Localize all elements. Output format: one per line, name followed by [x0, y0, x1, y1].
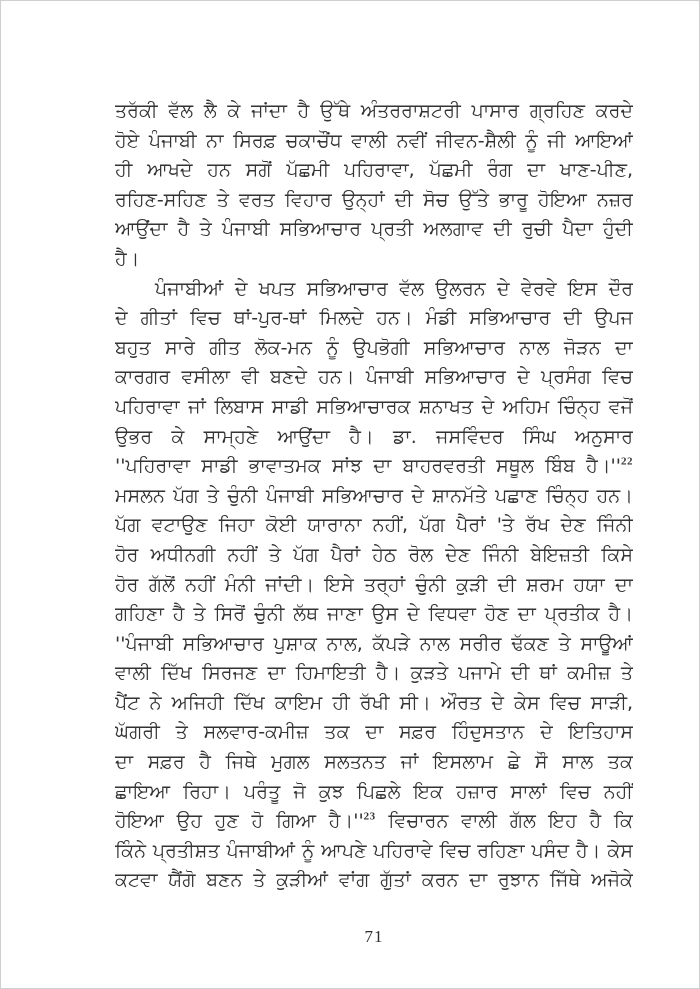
- page-number: 71: [364, 927, 384, 946]
- text-line: ''ਪੰਜਾਬੀ ਸਭਿਆਚਾਰ ਪੁਸ਼ਾਕ ਨਾਲ, ਕੱਪੜੇ ਨਾਲ ਸਰੀਰ ਢੱਕਣ ਤੇ ਸਾਊਆਂ: [115, 632, 633, 655]
- text-line: ਬਹੁਤ ਸਾਰੇ ਗੀਤ ਲੋਕ-ਮਨ ਨੂੰ ਉਪਭੋਗੀ ਸਭਿਆਚਾਰ ਨਾਲ ਜੋੜਨ ਦਾ: [115, 336, 633, 359]
- text-line: ਆਉਂਦਾ ਹੈ ਤੇ ਪੰਜਾਬੀ ਸਭਿਆਚਾਰ ਪ੍ਰਤੀ ਅਲਗਾਵ ਦੀ ਰੁਚੀ ਪੈਦਾ ਹੁੰਦੀ: [115, 218, 633, 241]
- text-line: ਪੰਜਾਬੀਆਂ ਦੇ ਖਪਤ ਸਭਿਆਚਾਰ ਵੱਲ ਉਲਰਨ ਦੇ ਵੇਰਵੇ ਇਸ ਦੌਰ: [155, 277, 633, 300]
- text-line: ਉਭਰ ਕੇ ਸਾਮ੍ਹਣੇ ਆਉਂਦਾ ਹੈ। ਡਾ. ਜਸਵਿੰਦਰ ਸਿੰਘ ਅਨੁਸਾਰ: [115, 425, 633, 448]
- text-line: ਦੇ ਗੀਤਾਂ ਵਿਚ ਥਾਂ-ਪੁਰ-ਥਾਂ ਮਿਲਦੇ ਹਨ। ਮੰਡੀ ਸਭਿਆਚਾਰ ਦੀ ਉਪਜ: [115, 307, 633, 330]
- text-line: ਹੈ।: [115, 247, 140, 270]
- text-line: ਹੋਇਆ ਉਹ ਹੁਣ ਹੋ ਗਿਆ ਹੈ।''$^{23}$ ਵਿਚਾਰਨ ਵਾਲੀ ਗੱਲ ਇਹ ਹੈ ਕਿ: [115, 810, 633, 833]
- footnote-ref: 22: [621, 455, 633, 468]
- text-line: ਪੈਂਟ ਨੇ ਅਜਿਹੀ ਦਿੱਖ ਕਾਇਮ ਹੀ ਰੱਖੀ ਸੀ। ਔਰਤ ਦੇ ਕੇਸ ਵਿਚ ਸਾੜੀ,: [115, 691, 633, 714]
- text-line: ਕਾਰਗਰ ਵਸੀਲਾ ਵੀ ਬਣਦੇ ਹਨ। ਪੰਜਾਬੀ ਸਭਿਆਚਾਰ ਦੇ ਪ੍ਰਸੰਗ ਵਿਚ: [115, 366, 633, 389]
- text-line: ਹੋਰ ਅਧੀਨਗੀ ਨਹੀਂ ਤੇ ਪੱਗ ਪੈਰਾਂ ਹੇਠ ਰੋਲ ਦੇਣ ਜਿੰਨੀ ਬੇਇਜ਼ਤੀ ਕਿਸੇ: [115, 543, 633, 566]
- text-line: ਤਰੱਕੀ ਵੱਲ ਲੈ ਕੇ ਜਾਂਦਾ ਹੈ ਉੱਥੇ ਅੰਤਰਰਾਸ਼ਟਰੀ ਪਾਸਾਰ ਗ੍ਰਹਿਣ ਕਰਦੇ: [115, 100, 633, 122]
- footnote-ref: 23: [363, 810, 376, 823]
- text-line: ''ਪਹਿਰਾਵਾ ਸਾਡੀ ਭਾਵਾਤਮਕ ਸਾਂਝ ਦਾ ਬਾਹਰਵਰਤੀ ਸਥੂਲ ਬਿੰਬ ਹੈ।''$^{22}$: [115, 455, 633, 478]
- text-line: ਰਹਿਣ-ਸਹਿਣ ਤੇ ਵਰਤ ਵਿਹਾਰ ਉਨ੍ਹਾਂ ਦੀ ਸੋਚ ਉੱਤੇ ਭਾਰੂ ਹੋਇਆ ਨਜ਼ਰ: [115, 188, 633, 211]
- text-line: ਗਹਿਣਾ ਹੈ ਤੇ ਸਿਰੋਂ ਚੁੰਨੀ ਲੱਥ ਜਾਣਾ ਉਸ ਦੇ ਵਿਧਵਾ ਹੋਣ ਦਾ ਪ੍ਰਤੀਕ ਹੈ।: [115, 603, 633, 626]
- text-line: ਕਟਵਾ ਯੈਂਗੋ ਬਣਨ ਤੇ ਕੁੜੀਆਂ ਵਾਂਗ ਗੁੱਤਾਂ ਕਰਨ ਦਾ ਰੁਝਾਨ ਜਿੱਥੇ ਅਜੋਕੇ: [115, 869, 633, 892]
- text-line: ਹੋਏ ਪੰਜਾਬੀ ਨਾ ਸਿਰਫ਼ ਚਕਾਚੌਂਧ ਵਾਲੀ ਨਵੀਂ ਜੀਵਨ-ਸ਼ੈਲੀ ਨੂੰ ਜੀ ਆਇਆਂ: [115, 129, 633, 152]
- text-line: ਪਹਿਰਾਵਾ ਜਾਂ ਲਿਬਾਸ ਸਾਡੀ ਸਭਿਆਚਾਰਕ ਸ਼ਨਾਖਤ ਦੇ ਅਹਿਮ ਚਿੰਨ੍ਹ ਵਜੋਂ: [115, 395, 633, 418]
- text-line: ਹੀ ਆਖਦੇ ਹਨ ਸਗੋਂ ਪੱਛਮੀ ਪਹਿਰਾਵਾ, ਪੱਛਮੀ ਰੰਗ ਦਾ ਖਾਣ-ਪੀਣ,: [115, 159, 633, 182]
- text-line: ਦਾ ਸਫ਼ਰ ਹੈ ਜਿਥੇ ਮੁਗਲ ਸਲਤਨਤ ਜਾਂ ਇਸਲਾਮ ਛੇ ਸੌ ਸਾਲ ਤਕ: [115, 751, 633, 774]
- text-line: ਵਾਲੀ ਦਿੱਖ ਸਿਰਜਣ ਦਾ ਹਿਮਾਇਤੀ ਹੈ। ਕੁੜਤੇ ਪਜਾਮੇ ਦੀ ਥਾਂ ਕਮੀਜ਼ ਤੇ: [115, 662, 633, 685]
- body-text: [115, 97, 633, 896]
- text-line: ਹੋਰ ਗੱਲੋਂ ਨਹੀਂ ਮੰਨੀ ਜਾਂਦੀ। ਇਸੇ ਤਰ੍ਹਾਂ ਚੁੰਨੀ ਕੁੜੀ ਦੀ ਸ਼ਰਮ ਹਯਾ ਦਾ: [115, 573, 633, 596]
- text-line: ਛਾਇਆ ਰਿਹਾ। ਪਰੰਤੂ ਜੋ ਕੁਝ ਪਿਛਲੇ ਇਕ ਹਜ਼ਾਰ ਸਾਲਾਂ ਵਿਚ ਨਹੀਂ: [115, 780, 633, 803]
- text-line: ਮਸਲਨ ਪੱਗ ਤੇ ਚੁੰਨੀ ਪੰਜਾਬੀ ਸਭਿਆਚਾਰ ਦੇ ਸ਼ਾਨਮੱਤੇ ਪਛਾਣ ਚਿੰਨ੍ਹ ਹਨ।: [115, 484, 633, 507]
- text-line: ਪੱਗ ਵਟਾਉਣ ਜਿਹਾ ਕੋਈ ਯਾਰਾਨਾ ਨਹੀਂ, ਪੱਗ ਪੈਰਾਂ 'ਤੇ ਰੱਖ ਦੇਣ ਜਿੰਨੀ: [115, 514, 633, 537]
- text-line: ਘੱਗਰੀ ਤੇ ਸਲਵਾਰ-ਕਮੀਜ਼ ਤਕ ਦਾ ਸਫ਼ਰ ਹਿੰਦੁਸਤਾਨ ਦੇ ਇਤਿਹਾਸ: [115, 721, 633, 744]
- text-line: ਕਿੰਨੇ ਪ੍ਰਤੀਸ਼ਤ ਪੰਜਾਬੀਆਂ ਨੂੰ ਆਪਣੇ ਪਹਿਰਾਵੇ ਵਿਚ ਰਹਿਣਾ ਪਸੰਦ ਹੈ। ਕੇਸ: [115, 839, 633, 862]
